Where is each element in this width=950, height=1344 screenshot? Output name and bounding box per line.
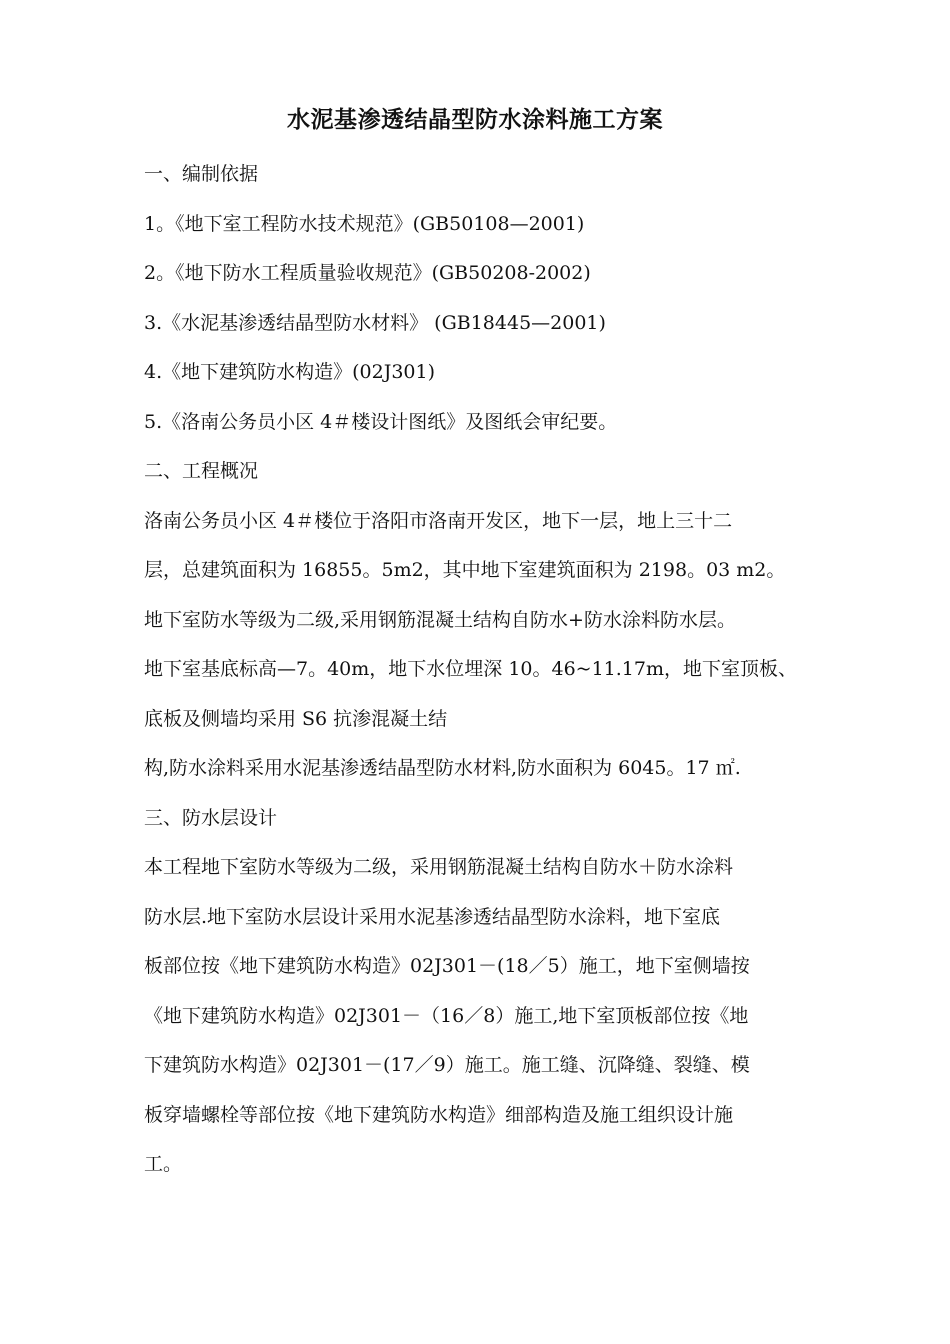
design-paragraph-line: 下建筑防水构造》02J301－(17／9）施工。施工缝、沉降缝、裂缝、模 bbox=[144, 1054, 750, 1076]
overview-paragraph-line: 构,防水涂料采用水泥基渗透结晶型防水材料,防水面积为 6045。17 ㎡. bbox=[144, 757, 741, 779]
overview-paragraph-line: 洛南公务员小区 4＃楼位于洛阳市洛南开发区，地下一层，地上三十二 bbox=[144, 509, 733, 532]
reference-item-2: 2。《地下防水工程质量验收规范》(GB50208-2002) bbox=[144, 262, 591, 284]
design-paragraph-line: 板穿墙螺栓等部位按《地下建筑防水构造》细部构造及施工组织设计施 bbox=[144, 1103, 734, 1126]
section-heading-basis: 一、编制依据 bbox=[144, 163, 259, 185]
reference-item-3: 3.《水泥基渗透结晶型防水材料》 (GB18445—2001) bbox=[144, 311, 606, 334]
reference-item-5: 5.《洛南公务员小区 4＃楼设计图纸》及图纸会审纪要。 bbox=[144, 410, 618, 433]
overview-paragraph-line: 地下室防水等级为二级,采用钢筋混凝土结构自防水+防水涂料防水层。 bbox=[144, 608, 736, 631]
reference-item-4: 4.《地下建筑防水构造》(02J301) bbox=[144, 361, 436, 383]
overview-paragraph-line: 底板及侧墙均采用 S6 抗渗混凝土结 bbox=[144, 707, 448, 730]
reference-item-1: 1。《地下室工程防水技术规范》(GB50108—2001) bbox=[144, 212, 585, 235]
section-heading-design: 三、防水层设计 bbox=[144, 806, 278, 829]
design-paragraph-line: 防水层.地下室防水层设计采用水泥基渗透结晶型防水涂料，地下室底 bbox=[144, 905, 721, 928]
design-paragraph-line: 板部位按《地下建筑防水构造》02J301－(18／5）施工，地下室侧墙按 bbox=[144, 955, 750, 977]
overview-paragraph-line: 地下室基底标高—7。40m，地下水位埋深 10。46~11.17m，地下室顶板、 bbox=[144, 658, 798, 680]
design-paragraph-line: 本工程地下室防水等级为二级，采用钢筋混凝土结构自防水＋防水涂料 bbox=[144, 856, 734, 878]
document-body bbox=[144, 150, 824, 1190]
design-paragraph-line: 《地下建筑防水构造》02J301－（16／8）施工,地下室顶板部位按《地 bbox=[144, 1004, 749, 1027]
document-title: 水泥基渗透结晶型防水涂料施工方案 bbox=[287, 106, 663, 133]
overview-paragraph-line: 层，总建筑面积为 16855。5m2，其中地下室建筑面积为 2198。03 m2。 bbox=[144, 559, 786, 581]
design-paragraph-line: 工。 bbox=[144, 1153, 183, 1175]
section-heading-overview: 二、工程概况 bbox=[144, 460, 259, 482]
